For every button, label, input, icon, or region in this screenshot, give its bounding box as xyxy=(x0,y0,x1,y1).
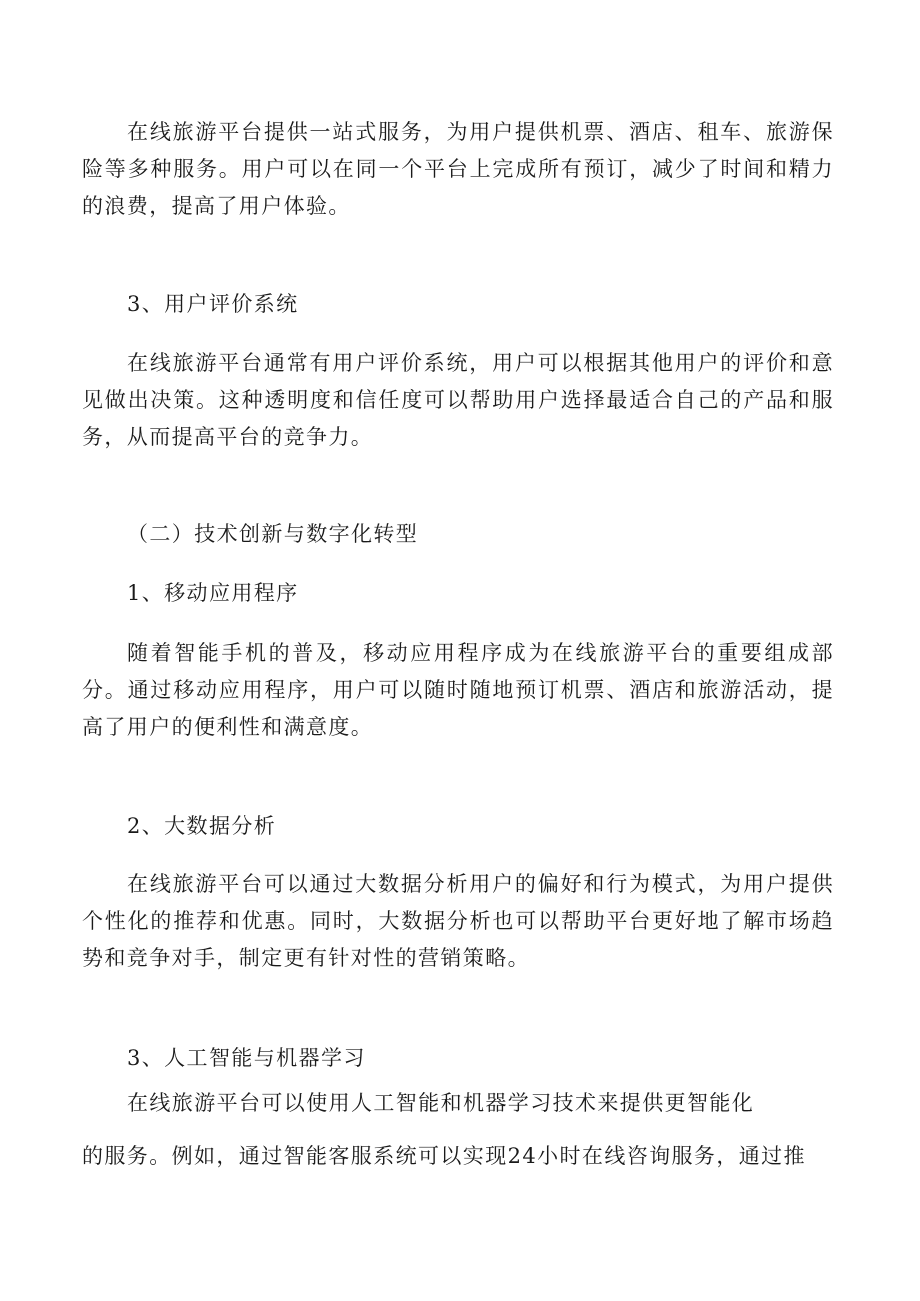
paragraph-ai-line-1: 在线旅游平台可以使用人工智能和机器学习技术来提供更智能化 xyxy=(127,1091,755,1115)
heading-mobile-app: 1、移动应用程序 xyxy=(127,581,299,605)
heading-user-review-system: 3、用户评价系统 xyxy=(127,292,299,316)
paragraph-one-stop-service: 在线旅游平台提供一站式服务，为用户提供机票、酒店、租车、旅游保险等多种服务。用户可以在同一个平台上完成所有预订，减少了时间和精力的浪费，提高了用户体验。 xyxy=(82,120,834,218)
heading-big-data: 2、大数据分析 xyxy=(127,814,277,838)
paragraph-ai-line-2: 的服务。例如，通过智能客服系统可以实现24小时在线咨询服务，通过推 xyxy=(82,1144,806,1168)
paragraph-user-review: 在线旅游平台通常有用户评价系统，用户可以根据其他用户的评价和意见做出决策。这种透明度和信任度可以帮助用户选择最适合自己的产品和服务，从而提高平台的竞争力。 xyxy=(82,351,834,449)
paragraph-mobile-app: 随着智能手机的普及，移动应用程序成为在线旅游平台的重要组成部分。通过移动应用程序，用户可以随时随地预订机票、酒店和旅游活动，提高了用户的便利性和满意度。 xyxy=(82,641,834,739)
section-title-tech-innovation: （二）技术创新与数字化转型 xyxy=(127,522,419,546)
paragraph-big-data: 在线旅游平台可以通过大数据分析用户的偏好和行为模式，为用户提供个性化的推荐和优惠。同时，大数据分析也可以帮助平台更好地了解市场趋势和竞争对手，制定更有针对性的营销策略。 xyxy=(82,872,834,970)
heading-ai-machine-learning: 3、人工智能与机器学习 xyxy=(127,1046,366,1070)
